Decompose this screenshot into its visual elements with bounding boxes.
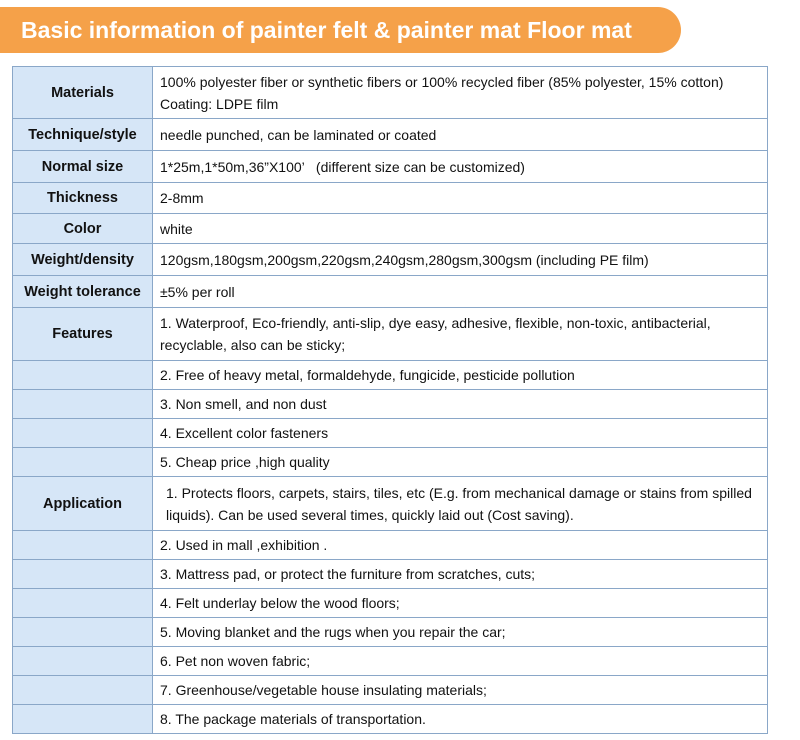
row-label-empty xyxy=(13,560,153,589)
feature-item: 1. Waterproof, Eco-friendly, anti-slip, dye easy, adhesive, flexible, non-toxic, antibacterial, recyclable, also can be sticky; xyxy=(153,308,768,361)
row-label-empty xyxy=(13,589,153,618)
row-label-empty xyxy=(13,618,153,647)
row-label-features: Features xyxy=(13,308,153,361)
table-row xyxy=(13,390,768,419)
application-item: 2. Used in mall ,exhibition . xyxy=(153,531,768,560)
page-title: Basic information of painter felt & painter mat Floor mat xyxy=(21,17,632,43)
table-row xyxy=(13,67,768,119)
spec-table xyxy=(12,66,768,734)
feature-item: 4. Excellent color fasteners xyxy=(153,419,768,448)
row-value: 120gsm,180gsm,200gsm,220gsm,240gsm,280gsm,300gsm (including PE film) xyxy=(153,244,768,276)
row-value: ±5% per roll xyxy=(153,276,768,308)
row-label-empty xyxy=(13,390,153,419)
table-row xyxy=(13,308,768,361)
row-value: 2-8mm xyxy=(153,183,768,214)
row-label-empty xyxy=(13,419,153,448)
feature-item: 5. Cheap price ,high quality xyxy=(153,448,768,477)
row-label: Weight tolerance xyxy=(13,276,153,308)
row-label: Technique/style xyxy=(13,119,153,151)
table-row xyxy=(13,419,768,448)
row-value: white xyxy=(153,214,768,244)
table-row xyxy=(13,589,768,618)
row-label: Thickness xyxy=(13,183,153,214)
row-label-empty xyxy=(13,448,153,477)
row-value: 100% polyester fiber or synthetic fibers or 100% recycled fiber (85% polyester, 15% cotton) Coating: LDPE film xyxy=(153,67,768,119)
table-row xyxy=(13,448,768,477)
table-row xyxy=(13,477,768,531)
table-row xyxy=(13,647,768,676)
table-row xyxy=(13,214,768,244)
application-item: 7. Greenhouse/vegetable house insulating materials; xyxy=(153,676,768,705)
application-item: 8. The package materials of transportation. xyxy=(153,705,768,734)
row-label: Normal size xyxy=(13,151,153,183)
row-label-empty xyxy=(13,676,153,705)
table-row xyxy=(13,151,768,183)
table-row xyxy=(13,183,768,214)
row-label-empty xyxy=(13,705,153,734)
row-label-empty xyxy=(13,361,153,390)
row-label-application: Application xyxy=(13,477,153,531)
row-label-empty xyxy=(13,531,153,560)
row-value: 1*25m,1*50m,36”X100’ (different size can be customized) xyxy=(153,151,768,183)
row-label: Materials xyxy=(13,67,153,119)
application-item: 4. Felt underlay below the wood floors; xyxy=(153,589,768,618)
feature-item: 3. Non smell, and non dust xyxy=(153,390,768,419)
application-item: 1. Protects floors, carpets, stairs, tiles, etc (E.g. from mechanical damage or stains from spilled liquids). Can be used several times, quickly laid out (Cost saving). xyxy=(153,477,768,531)
table-row xyxy=(13,531,768,560)
table-row xyxy=(13,560,768,589)
table-row xyxy=(13,276,768,308)
row-label-empty xyxy=(13,647,153,676)
table-row xyxy=(13,676,768,705)
application-item: 6. Pet non woven fabric; xyxy=(153,647,768,676)
table-row xyxy=(13,244,768,276)
table-row xyxy=(13,119,768,151)
table-row xyxy=(13,705,768,734)
row-label: Color xyxy=(13,214,153,244)
title-banner xyxy=(0,7,681,53)
application-item: 3. Mattress pad, or protect the furniture from scratches, cuts; xyxy=(153,560,768,589)
application-item: 5. Moving blanket and the rugs when you repair the car; xyxy=(153,618,768,647)
row-label: Weight/density xyxy=(13,244,153,276)
table-row xyxy=(13,361,768,390)
table-row xyxy=(13,618,768,647)
feature-item: 2. Free of heavy metal, formaldehyde, fungicide, pesticide pollution xyxy=(153,361,768,390)
row-value: needle punched, can be laminated or coated xyxy=(153,119,768,151)
